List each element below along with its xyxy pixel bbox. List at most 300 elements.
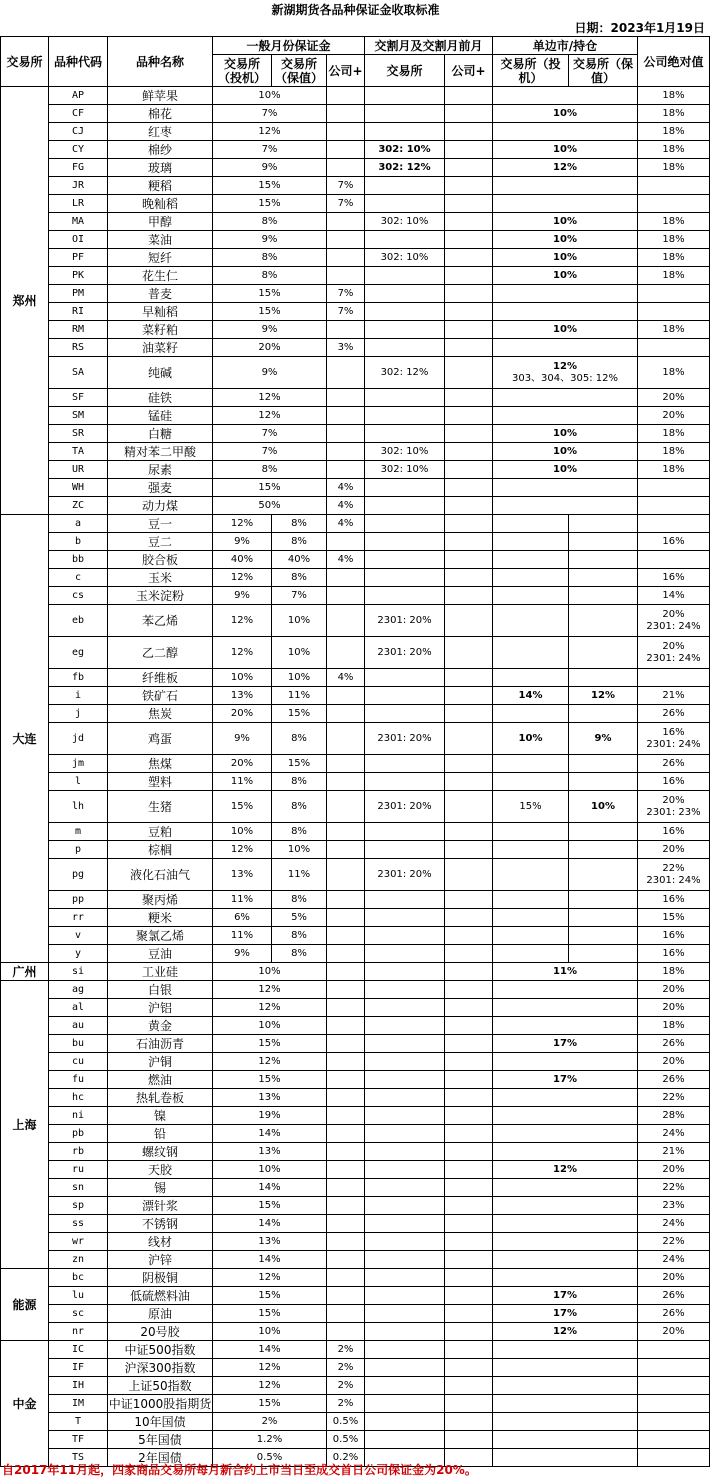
product-code: ni: [49, 1107, 108, 1125]
delivery-exchange-margin: [365, 1161, 445, 1179]
general-exchange-margin: 15%: [213, 1287, 327, 1305]
company-absolute-value: 26%: [662, 1073, 685, 1085]
oneside-margin: [493, 141, 638, 159]
oneside-margin: [493, 1107, 638, 1125]
exchange-cell: 能源: [1, 1269, 49, 1341]
general-exchange-margin: 12%: [213, 1269, 327, 1287]
oneside-value: 10%: [553, 445, 577, 457]
company-absolute-value: 18%: [662, 143, 685, 155]
product-code: IC: [49, 1341, 108, 1359]
table-row: [1, 605, 710, 637]
company-plus: [327, 1089, 365, 1107]
oneside-margin: [493, 981, 638, 999]
company-absolute-note: 2301: 24%: [646, 620, 701, 632]
table-row: [1, 637, 710, 669]
product-code: al: [49, 999, 108, 1017]
general-hedge-margin: 15%: [272, 755, 327, 773]
oneside-hedge-margin: 10%: [569, 791, 638, 823]
oneside-value: 10%: [553, 323, 577, 335]
oneside-margin: [493, 1413, 638, 1431]
company-absolute-value: 18%: [662, 215, 685, 227]
product-name: 短纤: [108, 249, 213, 267]
company-absolute-value: 24%: [662, 1217, 685, 1229]
oneside-value: 10%: [553, 215, 577, 227]
delivery-exchange-margin: [365, 1017, 445, 1035]
oneside-hedge-margin: [569, 669, 638, 687]
oneside-margin: [493, 1035, 638, 1053]
company-plus: [327, 321, 365, 339]
company-plus: [327, 425, 365, 443]
company-absolute-value: 18%: [662, 965, 685, 977]
company-absolute: [638, 1431, 710, 1449]
general-spec-margin: 6%: [213, 909, 272, 927]
delivery-company-plus: [445, 389, 493, 407]
oneside-spec-margin: [493, 823, 569, 841]
table-row: [1, 859, 710, 891]
company-absolute-value: 16%: [662, 726, 685, 738]
delivery-exchange-margin: [365, 1269, 445, 1287]
company-absolute: [638, 1107, 710, 1125]
product-code: lh: [49, 791, 108, 823]
general-exchange-margin: 14%: [213, 1179, 327, 1197]
product-code: RM: [49, 321, 108, 339]
company-absolute: [638, 195, 710, 213]
general-hedge-margin: 8%: [272, 791, 327, 823]
delivery-company-plus: [445, 303, 493, 321]
delivery-exchange-margin: [365, 87, 445, 105]
product-name: 菜籽粕: [108, 321, 213, 339]
oneside-margin: [493, 249, 638, 267]
company-plus: [327, 945, 365, 963]
company-absolute: [638, 389, 710, 407]
delivery-exchange-margin: [365, 963, 445, 981]
company-absolute: [638, 1161, 710, 1179]
delivery-company-plus: [445, 1287, 493, 1305]
general-exchange-margin: 12%: [213, 407, 327, 425]
oneside-margin: [493, 1251, 638, 1269]
delivery-exchange-margin: [365, 267, 445, 285]
company-plus: [327, 407, 365, 425]
company-plus: [327, 213, 365, 231]
general-exchange-margin: 12%: [213, 1359, 327, 1377]
table-row: [1, 159, 710, 177]
delivery-company-plus: [445, 891, 493, 909]
table-row: [1, 1107, 710, 1125]
company-absolute-value: 16%: [662, 929, 685, 941]
delivery-company-plus: [445, 123, 493, 141]
product-code: bb: [49, 551, 108, 569]
general-hedge-margin: 8%: [272, 927, 327, 945]
general-spec-margin: 12%: [213, 569, 272, 587]
table-row: [1, 791, 710, 823]
delivery-exchange-margin: [365, 705, 445, 723]
oneside-value: 10%: [553, 251, 577, 263]
company-absolute: [638, 909, 710, 927]
delivery-exchange-margin: [365, 321, 445, 339]
delivery-exchange-margin: [365, 1413, 445, 1431]
table-row: [1, 461, 710, 479]
general-spec-margin: 11%: [213, 891, 272, 909]
oneside-margin: [493, 999, 638, 1017]
table-row: [1, 823, 710, 841]
general-hedge-margin: 10%: [272, 841, 327, 859]
product-name: 沪铝: [108, 999, 213, 1017]
table-row: [1, 705, 710, 723]
general-exchange-margin: 12%: [213, 1053, 327, 1071]
company-absolute-value: 18%: [662, 445, 685, 457]
delivery-company-plus: [445, 773, 493, 791]
general-hedge-margin: 11%: [272, 859, 327, 891]
delivery-company-plus: [445, 159, 493, 177]
delivery-exchange-margin: 2301: 20%: [365, 723, 445, 755]
product-name: 阴极铜: [108, 1269, 213, 1287]
product-name: 塑料: [108, 773, 213, 791]
general-exchange-margin: 14%: [213, 1341, 327, 1359]
header-delivery-month: 交割月及交割月前月: [365, 37, 493, 55]
general-exchange-margin: 8%: [213, 249, 327, 267]
table-row: [1, 249, 710, 267]
delivery-exchange-margin: [365, 339, 445, 357]
product-code: ZC: [49, 497, 108, 515]
table-row: [1, 1359, 710, 1377]
oneside-spec-margin: [493, 515, 569, 533]
delivery-exchange-margin: [365, 303, 445, 321]
product-name: 苯乙烯: [108, 605, 213, 637]
product-name: 锡: [108, 1179, 213, 1197]
delivery-company-plus: [445, 755, 493, 773]
table-row: [1, 389, 710, 407]
delivery-exchange-margin: [365, 1395, 445, 1413]
product-name: 甲醇: [108, 213, 213, 231]
delivery-exchange-margin: [365, 909, 445, 927]
company-plus: 4%: [327, 497, 365, 515]
oneside-margin: [493, 1287, 638, 1305]
company-absolute-value: 20%: [662, 1055, 685, 1067]
product-name: 玉米: [108, 569, 213, 587]
table-row: [1, 1377, 710, 1395]
delivery-exchange-margin: 302: 10%: [365, 461, 445, 479]
table-row: [1, 141, 710, 159]
product-code: eg: [49, 637, 108, 669]
company-absolute: [638, 981, 710, 999]
company-absolute-value: 16%: [662, 947, 685, 959]
company-plus: [327, 791, 365, 823]
footer-note: 自2017年11月起，四家商品交易所每月新合约上市当日至成交首日公司保证金为20%。: [2, 1463, 477, 1477]
company-plus: [327, 1143, 365, 1161]
delivery-exchange-margin: [365, 1377, 445, 1395]
delivery-company-plus: [445, 141, 493, 159]
oneside-spec-margin: [493, 705, 569, 723]
general-spec-margin: 13%: [213, 859, 272, 891]
company-plus: [327, 267, 365, 285]
company-absolute: [638, 177, 710, 195]
company-absolute-note: 2301: 24%: [646, 738, 701, 750]
delivery-exchange-margin: [365, 891, 445, 909]
table-row: [1, 1431, 710, 1449]
general-exchange-margin: 15%: [213, 1035, 327, 1053]
oneside-margin: [493, 1197, 638, 1215]
oneside-margin: [493, 267, 638, 285]
general-exchange-margin: 7%: [213, 105, 327, 123]
table-row: [1, 669, 710, 687]
company-absolute: [638, 1323, 710, 1341]
product-code: fu: [49, 1071, 108, 1089]
product-code: TA: [49, 443, 108, 461]
general-exchange-margin: 2%: [213, 1413, 327, 1431]
company-plus: [327, 1323, 365, 1341]
company-plus: [327, 1215, 365, 1233]
oneside-spec-margin: [493, 551, 569, 569]
product-name: 工业硅: [108, 963, 213, 981]
general-exchange-margin: 12%: [213, 389, 327, 407]
company-absolute-note: 2301: 24%: [646, 874, 701, 886]
delivery-exchange-margin: [365, 1359, 445, 1377]
header-oneside: 单边市/持仓: [493, 37, 638, 55]
company-absolute: [638, 1071, 710, 1089]
oneside-hedge-margin: [569, 859, 638, 891]
delivery-company-plus: [445, 1359, 493, 1377]
oneside-hedge-margin: [569, 551, 638, 569]
oneside-margin: [493, 195, 638, 213]
delivery-exchange-margin: [365, 533, 445, 551]
delivery-exchange-margin: [365, 687, 445, 705]
oneside-spec-margin: [493, 569, 569, 587]
delivery-company-plus: [445, 587, 493, 605]
delivery-exchange-margin: [365, 1233, 445, 1251]
product-name: 螺纹钢: [108, 1143, 213, 1161]
company-absolute-note: 2301: 24%: [646, 652, 701, 664]
company-absolute: [638, 1341, 710, 1359]
general-exchange-margin: 19%: [213, 1107, 327, 1125]
oneside-value: 10%: [553, 427, 577, 439]
delivery-exchange-margin: 302: 10%: [365, 443, 445, 461]
general-spec-margin: 11%: [213, 927, 272, 945]
company-absolute: [638, 605, 710, 637]
table-row: [1, 1269, 710, 1287]
company-plus: 2%: [327, 1341, 365, 1359]
table-row: [1, 1143, 710, 1161]
general-exchange-margin: 8%: [213, 267, 327, 285]
company-absolute: [638, 249, 710, 267]
delivery-company-plus: [445, 497, 493, 515]
oneside-value: 10%: [553, 143, 577, 155]
company-absolute-value: 16%: [662, 775, 685, 787]
general-exchange-margin: 15%: [213, 177, 327, 195]
company-absolute-note: 2301: 23%: [646, 806, 701, 818]
product-code: v: [49, 927, 108, 945]
product-name: 白银: [108, 981, 213, 999]
general-exchange-margin: 13%: [213, 1143, 327, 1161]
company-absolute: [638, 267, 710, 285]
table-row: [1, 891, 710, 909]
company-plus: 0.5%: [327, 1413, 365, 1431]
company-plus: [327, 461, 365, 479]
general-exchange-margin: 15%: [213, 195, 327, 213]
delivery-company-plus: [445, 1305, 493, 1323]
table-row: [1, 981, 710, 999]
general-exchange-margin: 12%: [213, 981, 327, 999]
table-row: [1, 1017, 710, 1035]
general-exchange-margin: 15%: [213, 303, 327, 321]
company-absolute: [638, 569, 710, 587]
oneside-margin: [493, 1161, 638, 1179]
general-exchange-margin: 1.2%: [213, 1431, 327, 1449]
delivery-exchange-margin: [365, 569, 445, 587]
company-absolute-value: 20%: [662, 1325, 685, 1337]
delivery-company-plus: [445, 1341, 493, 1359]
company-absolute-value: 14%: [662, 589, 685, 601]
general-hedge-margin: 11%: [272, 687, 327, 705]
table-row: [1, 195, 710, 213]
general-spec-margin: 20%: [213, 705, 272, 723]
company-absolute-value: 20%: [662, 1163, 685, 1175]
oneside-value: 11%: [553, 965, 577, 977]
product-code: jm: [49, 755, 108, 773]
general-exchange-margin: 14%: [213, 1215, 327, 1233]
company-plus: [327, 1233, 365, 1251]
general-exchange-margin: 10%: [213, 87, 327, 105]
company-plus: [327, 1305, 365, 1323]
company-absolute: [638, 1287, 710, 1305]
product-name: 豆粕: [108, 823, 213, 841]
delivery-exchange-margin: 302: 10%: [365, 213, 445, 231]
oneside-margin: [493, 1125, 638, 1143]
product-name: 尿素: [108, 461, 213, 479]
company-plus: [327, 141, 365, 159]
company-absolute: [638, 1233, 710, 1251]
company-absolute: [638, 723, 710, 755]
company-absolute: [638, 1269, 710, 1287]
company-plus: 4%: [327, 479, 365, 497]
delivery-company-plus: [445, 515, 493, 533]
company-plus: [327, 909, 365, 927]
product-code: SR: [49, 425, 108, 443]
company-absolute: [638, 963, 710, 981]
company-absolute-value: 18%: [662, 427, 685, 439]
delivery-exchange-margin: [365, 927, 445, 945]
oneside-hedge-margin: [569, 637, 638, 669]
company-absolute: [638, 425, 710, 443]
general-spec-margin: 20%: [213, 755, 272, 773]
product-code: TF: [49, 1431, 108, 1449]
product-code: RI: [49, 303, 108, 321]
product-code: cs: [49, 587, 108, 605]
general-exchange-margin: 12%: [213, 123, 327, 141]
product-code: j: [49, 705, 108, 723]
delivery-exchange-margin: [365, 123, 445, 141]
company-plus: [327, 87, 365, 105]
company-absolute: [638, 1179, 710, 1197]
company-absolute: [638, 1359, 710, 1377]
product-code: MA: [49, 213, 108, 231]
oneside-margin: [493, 407, 638, 425]
oneside-spec-margin: [493, 605, 569, 637]
company-absolute: [638, 285, 710, 303]
delivery-exchange-margin: [365, 285, 445, 303]
table-row: [1, 339, 710, 357]
company-absolute: [638, 859, 710, 891]
exchange-cell: 大连: [1, 515, 49, 963]
product-name: 黄金: [108, 1017, 213, 1035]
company-plus: [327, 249, 365, 267]
general-exchange-margin: 8%: [213, 213, 327, 231]
table-row: [1, 551, 710, 569]
oneside-margin: [493, 213, 638, 231]
general-hedge-margin: 10%: [272, 605, 327, 637]
product-code: l: [49, 773, 108, 791]
general-exchange-margin: 12%: [213, 999, 327, 1017]
company-plus: [327, 389, 365, 407]
delivery-exchange-margin: [365, 1143, 445, 1161]
general-exchange-margin: 7%: [213, 425, 327, 443]
general-exchange-margin: 7%: [213, 141, 327, 159]
company-absolute: [638, 321, 710, 339]
oneside-hedge-margin: [569, 891, 638, 909]
delivery-company-plus: [445, 195, 493, 213]
delivery-company-plus: [445, 425, 493, 443]
table-row: [1, 1233, 710, 1251]
table-row: [1, 963, 710, 981]
delivery-exchange-margin: 302: 12%: [365, 357, 445, 389]
company-absolute-value: 26%: [662, 757, 685, 769]
oneside-margin: [493, 177, 638, 195]
delivery-company-plus: [445, 1071, 493, 1089]
delivery-exchange-margin: [365, 195, 445, 213]
product-name: 鲜苹果: [108, 87, 213, 105]
delivery-company-plus: [445, 859, 493, 891]
oneside-spec-margin: [493, 945, 569, 963]
delivery-company-plus: [445, 687, 493, 705]
company-absolute: [638, 87, 710, 105]
product-code: SA: [49, 357, 108, 389]
company-plus: [327, 755, 365, 773]
table-row: [1, 1179, 710, 1197]
header-oneside-hedge: 交易所（保值）: [569, 55, 638, 87]
oneside-margin: [493, 1341, 638, 1359]
general-spec-margin: 12%: [213, 841, 272, 859]
company-absolute-value: 24%: [662, 1127, 685, 1139]
company-absolute-value: 21%: [662, 1145, 685, 1157]
general-exchange-margin: 20%: [213, 339, 327, 357]
product-code: IH: [49, 1377, 108, 1395]
delivery-exchange-margin: [365, 1107, 445, 1125]
company-absolute-value: 18%: [662, 323, 685, 335]
table-row: [1, 569, 710, 587]
general-spec-margin: 11%: [213, 773, 272, 791]
oneside-margin: [493, 303, 638, 321]
company-absolute-value: 15%: [662, 911, 685, 923]
delivery-exchange-margin: [365, 669, 445, 687]
product-code: lu: [49, 1287, 108, 1305]
delivery-exchange-margin: [365, 1179, 445, 1197]
product-code: m: [49, 823, 108, 841]
product-code: jd: [49, 723, 108, 755]
table-row: [1, 1071, 710, 1089]
company-absolute: [638, 1395, 710, 1413]
table-row: [1, 1035, 710, 1053]
delivery-company-plus: [445, 533, 493, 551]
general-spec-margin: 13%: [213, 687, 272, 705]
delivery-company-plus: [445, 1323, 493, 1341]
general-exchange-margin: 15%: [213, 479, 327, 497]
product-name: 天胶: [108, 1161, 213, 1179]
table-row: [1, 87, 710, 105]
oneside-hedge-margin: [569, 533, 638, 551]
company-plus: 7%: [327, 195, 365, 213]
exchange-cell: 郑州: [1, 87, 49, 515]
table-row: [1, 407, 710, 425]
company-absolute-value: 18%: [662, 463, 685, 475]
